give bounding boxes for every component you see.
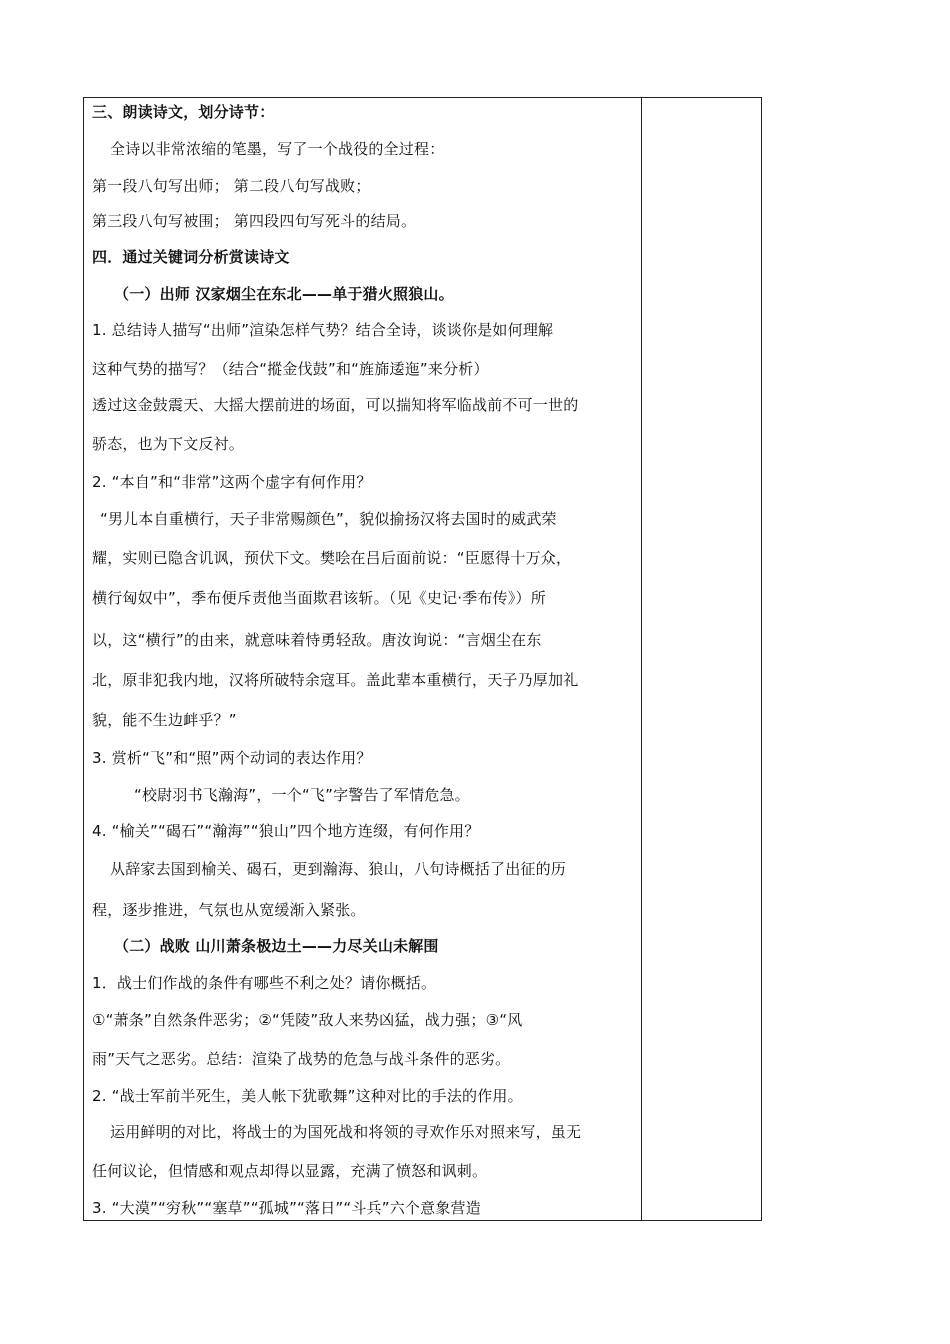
answer-line: ①“萧条”自然条件恶劣；②“凭陵”敌人来势凶猛，战力强；③“风 xyxy=(92,1011,523,1029)
text-line: 全诗以非常浓缩的笔墨，写了一个战役的全过程： xyxy=(110,140,445,158)
answer-line: 貌，能不生边衅乎？” xyxy=(92,711,237,729)
answer-line: 骄态，也为下文反衬。 xyxy=(92,435,245,453)
subsection-heading-1: （一）出师 汉家烟尘在东北——单于猎火照狼山。 xyxy=(114,285,454,303)
answer-line: 程，逐步推进，气氛也从宽缓渐入紧张。 xyxy=(92,901,366,919)
answer-line: 任何议论，但情感和观点却得以显露，充满了愤怒和讽刺。 xyxy=(92,1162,488,1180)
question-line: 1．战士们作战的条件有哪些不利之处？请你概括。 xyxy=(92,974,437,992)
text-line: 第三段八句写被围； 第四段四句写死斗的结局。 xyxy=(92,212,417,230)
answer-line: “男儿本自重横行，天子非常赐颜色”，貌似揄扬汉将去国时的威武荣 xyxy=(100,510,557,528)
question-line: 4. “榆关”“碣石”“瀚海”“狼山”四个地方连缀，有何作用？ xyxy=(92,822,480,840)
answer-line: 运用鲜明的对比，将战士的为国死战和将领的寻欢作乐对照来写，虽无 xyxy=(110,1123,582,1141)
lesson-table xyxy=(83,97,762,1221)
section-heading-4: 四．通过关键词分析赏读诗文 xyxy=(92,248,290,266)
answer-line: “校尉羽书飞瀚海”，一个“飞”字警告了军情危急。 xyxy=(134,786,470,804)
question-line: 3. 赏析“飞”和“照”两个动词的表达作用？ xyxy=(92,749,372,767)
question-line: 2. “战士军前半死生，美人帐下犹歌舞”这种对比的手法的作用。 xyxy=(92,1087,523,1105)
question-line: 2. “本自”和“非常”这两个虚字有何作用？ xyxy=(92,473,372,491)
answer-line: 耀，实则已隐含讥讽，预伏下文。樊哙在吕后面前说：“臣愿得十万众， xyxy=(92,549,572,567)
answer-line: 透过这金鼓震天、大摇大摆前进的场面，可以揣知将军临战前不可一世的 xyxy=(92,396,579,414)
subsection-heading-2: （二）战败 山川萧条极边土——力尽关山未解围 xyxy=(114,937,439,955)
answer-line: 雨”天气之恶劣。总结：渲染了战势的危急与战斗条件的恶劣。 xyxy=(92,1050,511,1068)
section-heading-3: 三、朗读诗文，划分诗节： xyxy=(92,103,275,121)
text-line: 第一段八句写出师； 第二段八句写战败； xyxy=(92,177,371,195)
question-line: 这种气势的描写？（结合“摐金伐鼓”和“旌旆逶迤”来分析） xyxy=(92,360,489,378)
answer-line: 从辞家去国到榆关、碣石，更到瀚海、狼山，八句诗概括了出征的历 xyxy=(110,860,567,878)
answer-line: 以，这“横行”的由来，就意味着恃勇轻敌。唐汝询说：“言烟尘在东 xyxy=(92,631,542,649)
answer-line: 北，原非犯我内地，汉将所破特余寇耳。盖此辈本重横行，天子乃厚加礼 xyxy=(92,671,579,689)
question-line: 1. 总结诗人描写“出师”渲染怎样气势？结合全诗，谈谈你是如何理解 xyxy=(92,321,554,339)
answer-line: 横行匈奴中”，季布便斥责他当面欺君该斩。（见《史记·季布传》）所 xyxy=(92,589,546,607)
notes-cell xyxy=(642,98,761,1220)
question-line: 3. “大漠”“穷秋”“塞草”“孤城”“落日”“斗兵”六个意象营造 xyxy=(92,1199,481,1217)
